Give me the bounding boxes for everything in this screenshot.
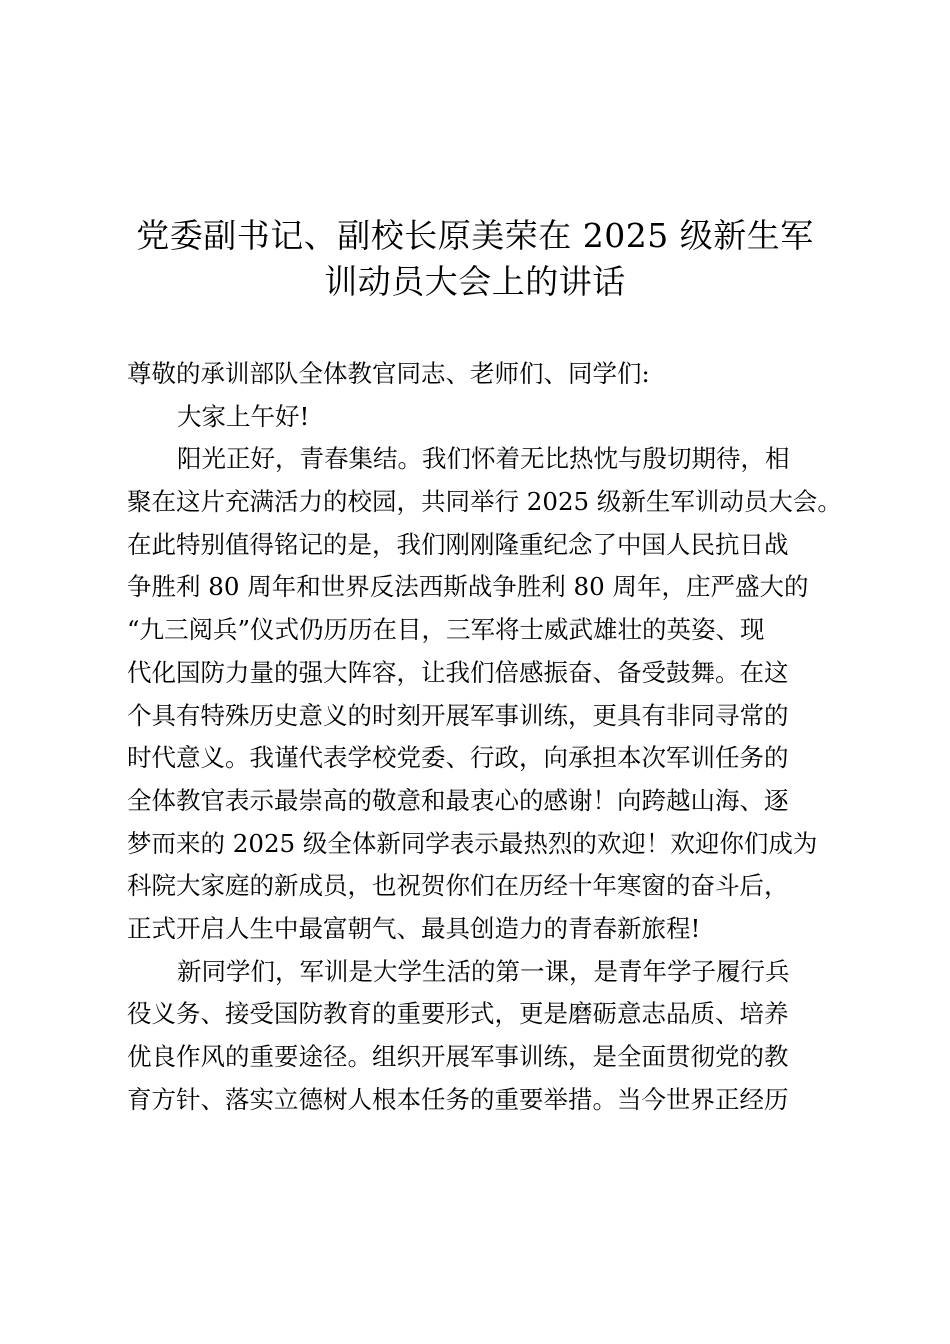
paragraph-1: [127, 438, 842, 950]
paragraph-line: 新同学们，军训是大学生活的第一课，是青年学子履行兵: [177, 956, 790, 986]
paragraph-2: [127, 951, 837, 1122]
paragraph-line: 时代意义。我谨代表学校党委、行政，向承担本次军训任务的: [127, 743, 789, 773]
greeting: 大家上午好!: [177, 401, 310, 431]
paragraph-line: 阳光正好，青春集结。我们怀着无比热忱与殷切期待，相: [177, 444, 790, 474]
paragraph-line: 代化国防力量的强大阵容，让我们倍感振奋、备受鼓舞。在这: [127, 657, 789, 687]
paragraph-line: “九三阅兵”仪式仍历历在目，三军将士威武雄壮的英姿、现: [127, 615, 765, 645]
document-title: [100, 213, 850, 305]
paragraph-line: 聚在这片充满活力的校园，共同举行 2025 级新生军训动员大会。: [127, 487, 842, 517]
paragraph-line: 个具有特殊历史意义的时刻开展军事训练，更具有非同寻常的: [127, 700, 789, 730]
paragraph-line: 在此特别值得铭记的是，我们刚刚隆重纪念了中国人民抗日战: [127, 529, 789, 559]
document-body: [127, 353, 842, 1121]
paragraph-line: 育方针、落实立德树人根本任务的重要举措。当今世界正经历: [127, 1084, 789, 1114]
paragraph-line: 全体教官表示最崇高的敬意和最衷心的感谢！向跨越山海、逐: [127, 785, 789, 815]
salutation: 尊敬的承训部队全体教官同志、老师们、同学们:: [127, 359, 650, 388]
title-line-2: 训动员大会上的讲话: [324, 262, 626, 301]
paragraph-line: 争胜利 80 周年和世界反法西斯战争胜利 80 周年，庄严盛大的: [127, 572, 809, 602]
paragraph-line: 科院大家庭的新成员，也祝贺你们在历经十年寒窗的奋斗后，: [127, 871, 789, 901]
title-line-1: 党委副书记、副校长原美荣在 2025 级新生军: [136, 216, 814, 255]
paragraph-line: 梦而来的 2025 级全体新同学表示最热烈的欢迎！欢迎你们成为: [127, 828, 818, 858]
paragraph-line: 正式开启人生中最富朝气、最具创造力的青春新旅程!: [127, 913, 701, 943]
paragraph-line: 役义务、接受国防教育的重要形式，更是磨砺意志品质、培养: [127, 999, 789, 1029]
paragraph-line: 优良作风的重要途径。组织开展军事训练，是全面贯彻党的教: [127, 1042, 789, 1071]
